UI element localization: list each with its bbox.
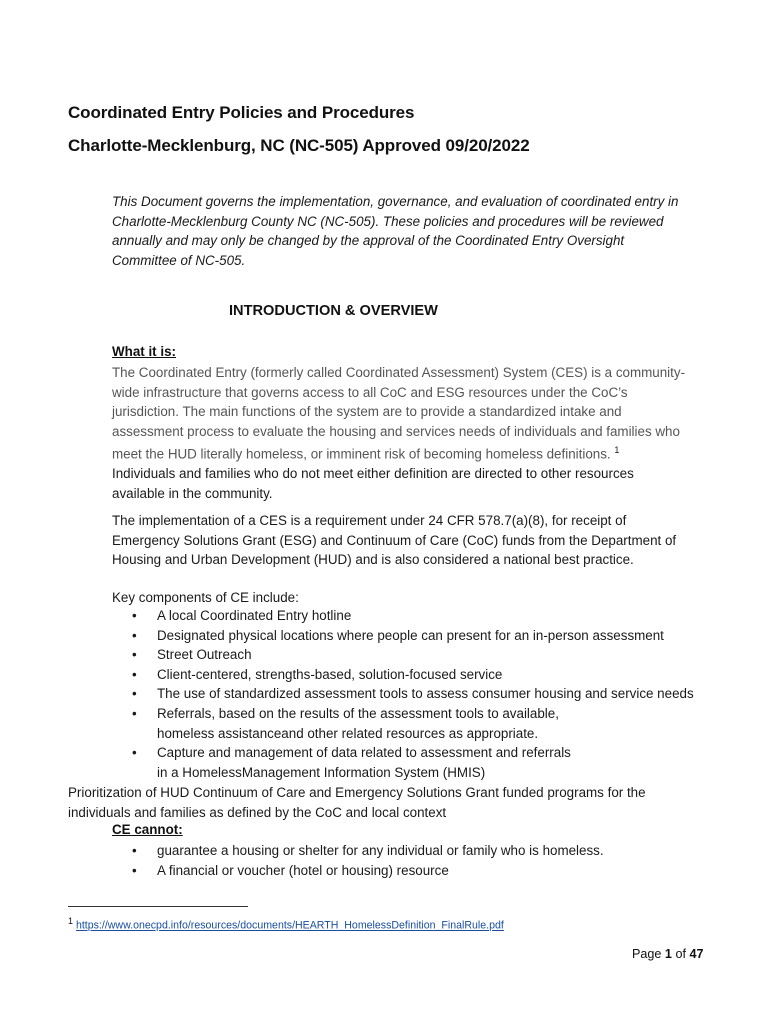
list-item bbox=[112, 606, 694, 626]
list-item bbox=[112, 626, 694, 646]
intro-line: Committee of NC-505. bbox=[112, 252, 246, 268]
what-it-is-paragraph bbox=[112, 363, 685, 504]
list-item-text: A local Coordinated Entry hotline bbox=[157, 608, 352, 623]
intro-line: Charlotte-Mecklenburg County NC (NC-505). These policies and procedures will be reviewed bbox=[112, 213, 664, 229]
list-item-text: homeless assistanceand other related resources as appropriate. bbox=[157, 725, 539, 741]
bullet-icon: • bbox=[132, 627, 137, 643]
page-label: Page bbox=[632, 947, 662, 961]
list-item-text: A financial or voucher (hotel or housing) resource bbox=[157, 862, 449, 878]
intro-statement bbox=[112, 192, 712, 270]
bullet-icon: • bbox=[132, 745, 137, 761]
paragraph-line: Housing and Urban Development (HUD) and is also considered a national best practice. bbox=[112, 552, 634, 568]
footnote-marker[interactable]: 1 bbox=[614, 445, 620, 456]
page-of: of bbox=[675, 947, 686, 961]
page-total: 47 bbox=[689, 947, 704, 961]
document-subtitle: Charlotte-Mecklenburg, NC (NC-505) Approved 09/20/2022 bbox=[68, 136, 530, 155]
bullet-icon: • bbox=[132, 686, 137, 702]
list-item-text: Referrals, based on the results of the assessment tools to available, bbox=[157, 705, 559, 721]
intro-line: This Document governs the implementation, governance, and evaluation of coordinated entry in bbox=[112, 194, 679, 209]
paragraph-line: individuals and families as defined by the CoC and local context bbox=[68, 804, 447, 820]
paragraph-line: The implementation of a CES is a requirement under 24 CFR 578.7(a)(8), for receipt of bbox=[112, 513, 627, 528]
list-item-text: Designated physical locations where people can present for an in-person assessment bbox=[157, 627, 664, 643]
footnote-number: 1 bbox=[68, 916, 74, 926]
bullet-icon: • bbox=[132, 608, 137, 623]
list-item-text: Street Outreach bbox=[157, 647, 252, 663]
list-item-text: in a HomelessManagement Information System (HMIS) bbox=[157, 764, 486, 780]
list-item bbox=[112, 743, 694, 782]
footnote-link[interactable]: https://www.onecpd.info/resources/documents/HEARTH_HomelessDefinition_FinalRule.pdf bbox=[75, 919, 504, 932]
key-components-text: Key components of CE include: bbox=[112, 590, 299, 605]
paragraph-line: The Coordinated Entry (formerly called Coordinated Assessment) System (CES) is a community- bbox=[112, 365, 686, 380]
list-item bbox=[112, 861, 604, 881]
section-heading: INTRODUCTION & OVERVIEW bbox=[229, 303, 438, 319]
what-it-is-label: What it is: bbox=[112, 344, 176, 359]
implementation-paragraph bbox=[112, 511, 676, 570]
paragraph-line: Prioritization of HUD Continuum of Care and Emergency Solutions Grant funded programs for the bbox=[68, 785, 646, 800]
bullet-icon: • bbox=[132, 862, 137, 878]
page-current: 1 bbox=[664, 947, 672, 961]
key-components-list bbox=[112, 606, 694, 782]
bullet-icon: • bbox=[132, 843, 137, 858]
paragraph-line: meet the HUD literally homeless, or imminent risk of becoming homeless definitions. bbox=[112, 446, 611, 462]
paragraph-line: available in the community. bbox=[112, 486, 273, 502]
bullet-icon: • bbox=[132, 705, 137, 721]
key-components-label bbox=[112, 588, 299, 608]
bullet-icon: • bbox=[132, 666, 137, 682]
list-item-text: Client-centered, strengths-based, solution-focused service bbox=[157, 666, 503, 682]
list-item bbox=[112, 645, 694, 665]
paragraph-line: Individuals and families who do not meet either definition are directed to other resources bbox=[112, 466, 634, 482]
list-item bbox=[112, 841, 604, 861]
page-number bbox=[632, 947, 703, 961]
bullet-icon: • bbox=[132, 647, 137, 663]
ce-cannot-label: CE cannot: bbox=[112, 822, 183, 837]
paragraph-line-with-footnote bbox=[112, 441, 685, 464]
list-item bbox=[112, 665, 694, 685]
paragraph-line: Emergency Solutions Grant (ESG) and Continuum of Care (CoC) funds from the Department of bbox=[112, 532, 677, 548]
paragraph-line: assessment process to evaluate the housing and services needs of individuals and families who bbox=[112, 423, 680, 439]
footnote-divider bbox=[68, 906, 248, 907]
document-title: Coordinated Entry Policies and Procedures bbox=[68, 103, 415, 122]
paragraph-line: wide infrastructure that governs access to all CoC and ESG resources under the CoC’s bbox=[112, 384, 628, 400]
list-item-text: The use of standardized assessment tools to assess consumer housing and service needs bbox=[157, 686, 694, 702]
list-item bbox=[112, 704, 694, 743]
ce-cannot-list bbox=[112, 841, 604, 880]
list-item-text: guarantee a housing or shelter for any individual or family who is homeless. bbox=[157, 843, 604, 858]
footnote bbox=[68, 916, 504, 932]
list-item bbox=[112, 684, 694, 704]
intro-line: annually and may only be changed by the approval of the Coordinated Entry Oversight bbox=[112, 233, 625, 249]
paragraph-line: jurisdiction. The main functions of the system are to provide a standardized intake and bbox=[112, 404, 622, 420]
list-item-text: Capture and management of data related to assessment and referrals bbox=[157, 745, 571, 761]
prioritization-paragraph bbox=[68, 783, 646, 822]
